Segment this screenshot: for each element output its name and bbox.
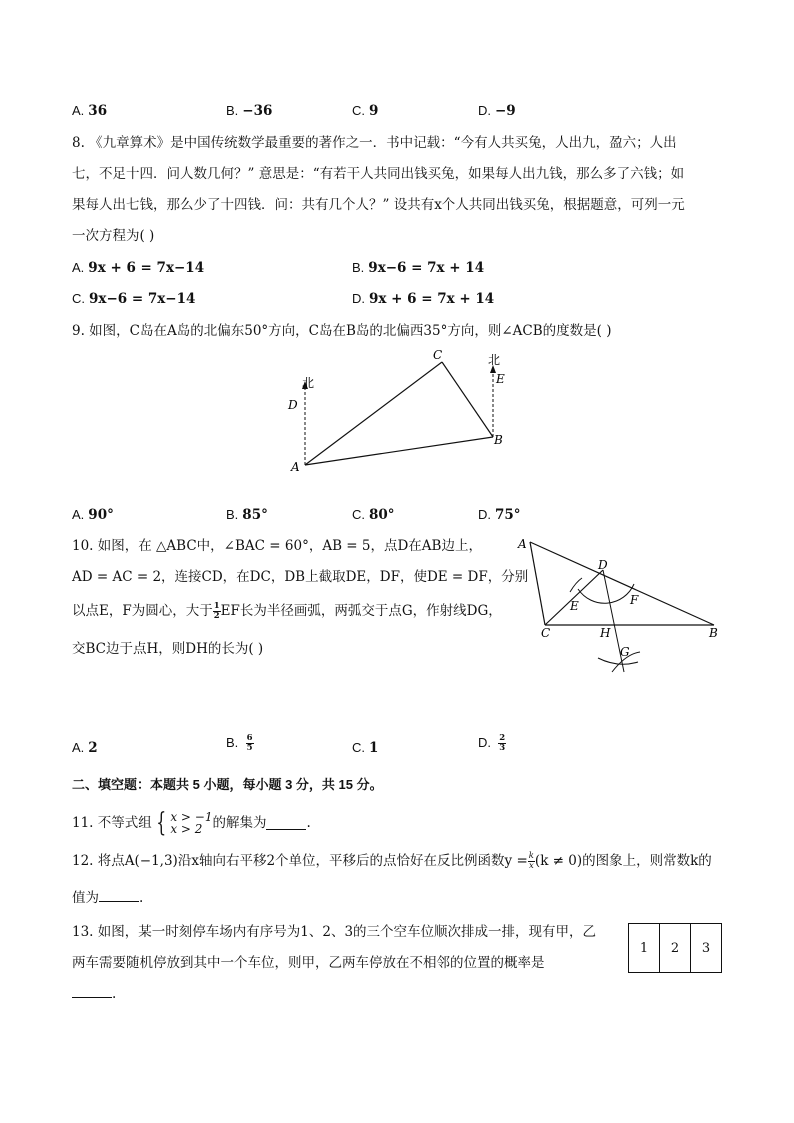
- option-value: −9: [495, 103, 516, 119]
- option-label: C.: [352, 507, 365, 522]
- q9-segment-ac: [305, 362, 442, 465]
- q10-line-2: AD = AC = 2，连接CD，在DC，DB上截取DE，DF，使DE = DF，分别: [72, 569, 529, 585]
- q8-option-c: [72, 290, 195, 308]
- option-value: 9: [369, 103, 379, 119]
- q10-figure: [510, 532, 735, 677]
- option-value: 9x + 6 = 7x−14: [88, 260, 205, 276]
- parking-spot-1: 1: [628, 923, 660, 973]
- q13-line-3: [72, 985, 116, 1003]
- option-value: 1: [369, 740, 379, 756]
- q8-line-3: 果每人出七钱，那么少了十四钱．问：共有几个人？” 设共有x个人共同出钱买兔，根据题意，可列一元: [72, 197, 685, 213]
- q10-label-e: E: [570, 599, 579, 613]
- brace-icon: {: [156, 808, 167, 838]
- answer-blank[interactable]: [99, 889, 139, 902]
- q7-option-d: [478, 102, 516, 120]
- option-value: 80°: [369, 507, 395, 523]
- q8-option-d: [352, 290, 494, 308]
- answer-blank[interactable]: [266, 817, 306, 830]
- q10-label-g: G: [620, 645, 630, 659]
- q11-text: [72, 810, 311, 836]
- q9-text: 9. 如图，C岛在A岛的北偏东50°方向，C岛在B岛的北偏西35°方向，则∠ACB的度数是( ): [72, 323, 612, 339]
- fraction-denominator: 2: [213, 611, 220, 621]
- option-value: 36: [88, 103, 108, 119]
- q10-option-d: [478, 734, 506, 753]
- q9-option-d: [478, 506, 521, 524]
- q9-option-b: [226, 506, 268, 524]
- option-label: C.: [352, 740, 365, 755]
- option-label: B.: [226, 507, 239, 522]
- option-label: A.: [72, 507, 85, 522]
- option-label: B.: [226, 103, 239, 118]
- parking-spot-3: 3: [690, 923, 722, 973]
- option-value: 85°: [242, 507, 268, 523]
- q12-pre: 12. 将点A(−1,3)沿x轴向右平移2个单位，平移后的点恰好在反比例函数y =: [72, 853, 528, 869]
- fraction-denominator: 5: [246, 743, 253, 753]
- q9-label-d: D: [288, 398, 298, 412]
- q7-option-c: [352, 102, 378, 120]
- q10-line-3: [72, 602, 502, 621]
- q12-line-2: [72, 889, 143, 907]
- q11-pre: 11. 不等式组: [72, 815, 152, 831]
- q9-option-a: [72, 506, 114, 524]
- q8-line-2: 七，不足十四．问人数几何？” 意思是：“有若干人共同出钱买兔，如果每人出九钱，那么多了六钱；如: [72, 166, 685, 182]
- q12-period: .: [139, 890, 144, 906]
- q9-segment-cb: [442, 362, 493, 437]
- q12-post: (k ≠ 0)的图象上，则常数k的: [534, 853, 712, 869]
- fraction-numerator: 1: [213, 601, 220, 611]
- q12-fraction: [528, 852, 535, 871]
- section-heading: 二、填空题：本题共 5 小题，每小题 3 分，共 15 分。: [72, 777, 383, 792]
- option-value: 9x + 6 = 7x + 14: [369, 291, 495, 307]
- q10-label-a: A: [518, 537, 527, 551]
- q10-line-3-post: EF长为半径画弧，两弧交于点G，作射线DG，: [220, 603, 502, 619]
- fraction-numerator: k: [528, 850, 534, 861]
- q10-option-b: [226, 734, 254, 753]
- q8-line-4: 一次方程为( ): [72, 228, 155, 244]
- q11-post: 的解集为: [212, 815, 267, 831]
- option-label: D.: [352, 291, 365, 306]
- q13-period: .: [112, 986, 117, 1002]
- option-label: D.: [478, 103, 491, 118]
- option-label: B.: [352, 260, 365, 275]
- q10-line-3-pre: 以点E，F为圆心，大于: [72, 603, 213, 619]
- q10-option-c: [352, 739, 378, 757]
- q7-option-a: [72, 102, 107, 120]
- q11-system: [170, 811, 212, 835]
- option-value: 9x−6 = 7x−14: [89, 291, 196, 307]
- option-value: 2: [88, 740, 98, 756]
- option-fraction: [498, 734, 506, 753]
- fraction-numerator: 2: [499, 733, 506, 743]
- q10-label-b: B: [709, 626, 718, 640]
- answer-blank[interactable]: [72, 985, 112, 998]
- option-value: 75°: [495, 507, 521, 523]
- q8-option-b: [352, 259, 484, 277]
- option-value: 9x−6 = 7x + 14: [368, 260, 485, 276]
- q8-option-a: [72, 259, 204, 277]
- q10-fraction: [213, 602, 221, 621]
- option-label: A.: [72, 740, 85, 755]
- q12-line-2-text: 值为: [72, 890, 99, 906]
- q9-option-c: [352, 506, 395, 524]
- fraction-denominator: 3: [499, 743, 506, 753]
- q10-option-a: [72, 739, 98, 757]
- q10-line-1: 10. 如图，在 △ABC中，∠BAC = 60°，AB = 5，点D在AB边上，: [72, 538, 482, 554]
- q11-row-2: x > 2: [170, 822, 203, 836]
- q10-segment-cd: [545, 570, 603, 625]
- q9-label-a: A: [291, 460, 300, 474]
- fraction-denominator: x: [528, 860, 534, 871]
- q11-period: .: [306, 815, 311, 831]
- q8-line-1: 8. 《九章算术》是中国传统数学最重要的著作之一．书中记载：“今有人共买兔，人出九，盈六；人出: [72, 135, 677, 151]
- option-label: B.: [226, 735, 239, 750]
- q10-arc-g1: [598, 658, 638, 664]
- option-label: A.: [72, 260, 85, 275]
- q10-label-f: F: [630, 593, 639, 607]
- q10-label-d: D: [598, 558, 608, 572]
- q9-label-c: C: [433, 348, 443, 362]
- parking-spot-2: 2: [659, 923, 691, 973]
- option-label: C.: [72, 291, 85, 306]
- option-label: A.: [72, 103, 85, 118]
- q11-row-1: x > −1: [170, 810, 213, 824]
- option-label: D.: [478, 507, 491, 522]
- q10-label-h: H: [600, 626, 611, 640]
- q7-option-b: [226, 102, 272, 120]
- q9-north-label-a: 北: [302, 376, 315, 390]
- option-label: D.: [478, 735, 491, 750]
- q9-segment-ab: [305, 437, 493, 465]
- q9-label-b: B: [494, 433, 503, 447]
- q8-text: [72, 128, 685, 252]
- q13-line-1: 13. 如图，某一时刻停车场内有序号为1、2、3的三个空车位顺次排成一排，现有甲，乙: [72, 924, 597, 940]
- q9-north-label-b: 北: [488, 353, 501, 367]
- option-label: C.: [352, 103, 365, 118]
- q9-figure: [280, 345, 520, 480]
- q9-label-e: E: [496, 372, 505, 386]
- q10-arc-e-mark: [570, 578, 582, 592]
- q12-line-1: [72, 850, 712, 872]
- option-value: −36: [242, 103, 273, 119]
- option-fraction: [246, 734, 254, 753]
- q10-label-c: C: [541, 626, 551, 640]
- fraction-numerator: 6: [246, 733, 253, 743]
- q13-line-2: 两车需要随机停放到其中一个车位，则甲，乙两车停放在不相邻的位置的概率是: [72, 955, 545, 971]
- q10-segment-ac: [530, 542, 545, 625]
- q10-line-4: 交BC边于点H，则DH的长为( ): [72, 641, 264, 657]
- option-value: 90°: [88, 507, 114, 523]
